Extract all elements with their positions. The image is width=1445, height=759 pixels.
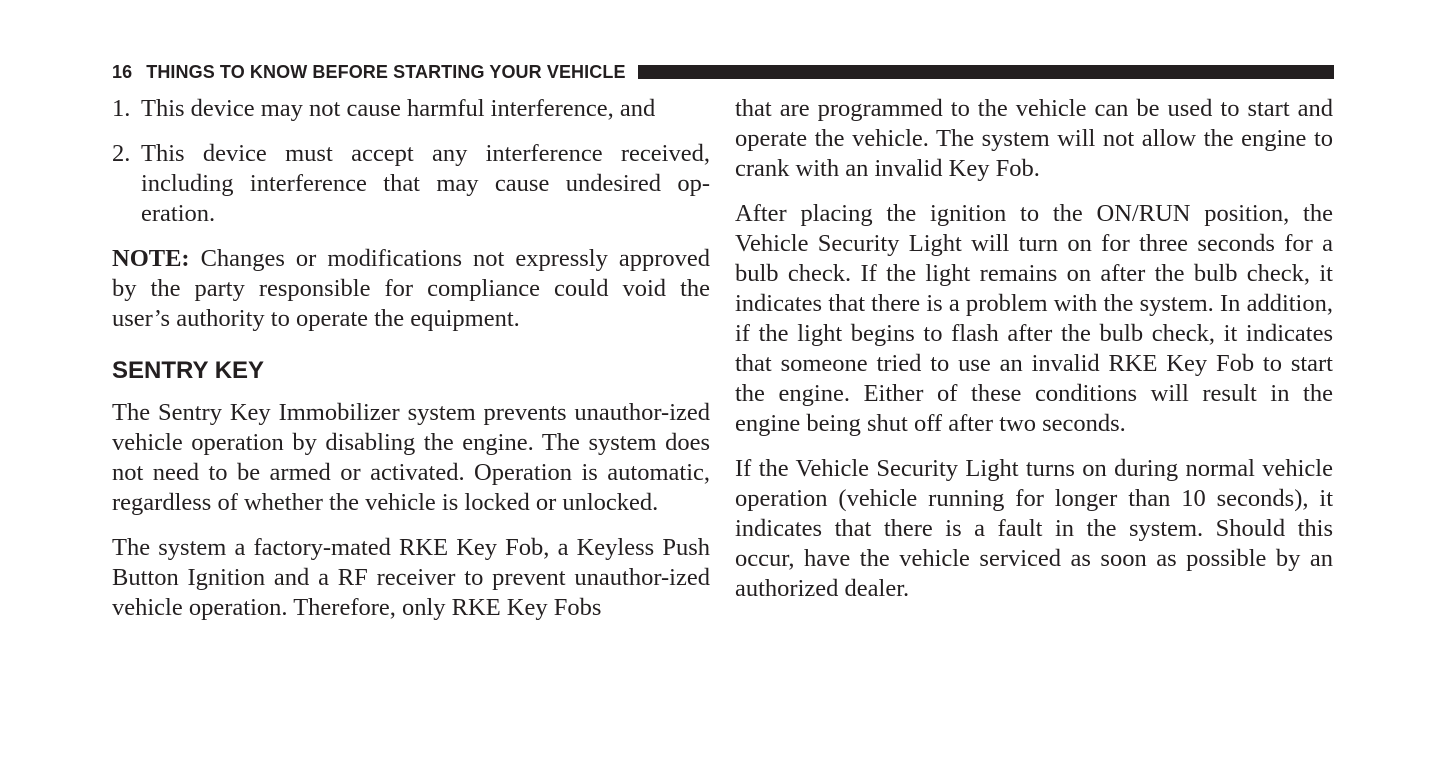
list-number: 1.	[112, 95, 131, 122]
list-item	[112, 94, 710, 124]
section-title: THINGS TO KNOW BEFORE STARTING YOUR VEHICLE	[146, 61, 626, 82]
body-paragraph: The Sentry Key Immobilizer system prevents unauthor-ized vehicle operation by disabling the engine. The system does not need to be armed or activated. Operation is automatic, regardless of whether the vehicle is locked or unlocked.	[112, 399, 710, 516]
note-text: Changes or modifications not expressly approved by the party responsible for compliance could void the user’s authority to operate the equipment.	[112, 245, 710, 332]
list-text: This device may not cause harmful interference, and	[141, 95, 656, 122]
page-number: 16	[112, 61, 133, 82]
note-label: NOTE:	[112, 245, 190, 272]
page-header	[112, 61, 1334, 83]
section-heading: SENTRY KEY	[112, 357, 265, 384]
left-column	[112, 94, 710, 638]
body-paragraph: If the Vehicle Security Light turns on during normal vehicle operation (vehicle running for longer than 10 seconds), it indicates that there is a fault in the system. Should this occur, have the vehicle serviced as soon as possible by an authorized dealer.	[735, 455, 1333, 602]
body-paragraph: The system a factory-mated RKE Key Fob, a Keyless Push Button Ignition and a RF receiver to prevent unauthor-ized vehicle operation. Therefore, only RKE Key Fobs	[112, 534, 710, 621]
body-paragraph: that are programmed to the vehicle can be used to start and operate the vehicle. The system will not allow the engine to crank with an invalid Key Fob.	[735, 95, 1333, 182]
list-number: 2.	[112, 140, 131, 167]
header-rule	[638, 65, 1334, 79]
note-paragraph	[112, 244, 710, 334]
list-text: This device must accept any interference received, including interference that may cause undesired op-eration.	[141, 140, 710, 227]
right-column	[735, 94, 1333, 619]
list-item	[112, 139, 710, 229]
body-paragraph: After placing the ignition to the ON/RUN position, the Vehicle Security Light will turn on for three seconds for a bulb check. If the light remains on after the bulb check, it indicates that there is a problem with the system. In addition, if the light begins to flash after the bulb check, it indicates that someone tried to use an invalid RKE Key Fob to start the engine. Either of these conditions will result in the engine being shut off after two seconds.	[735, 200, 1333, 437]
